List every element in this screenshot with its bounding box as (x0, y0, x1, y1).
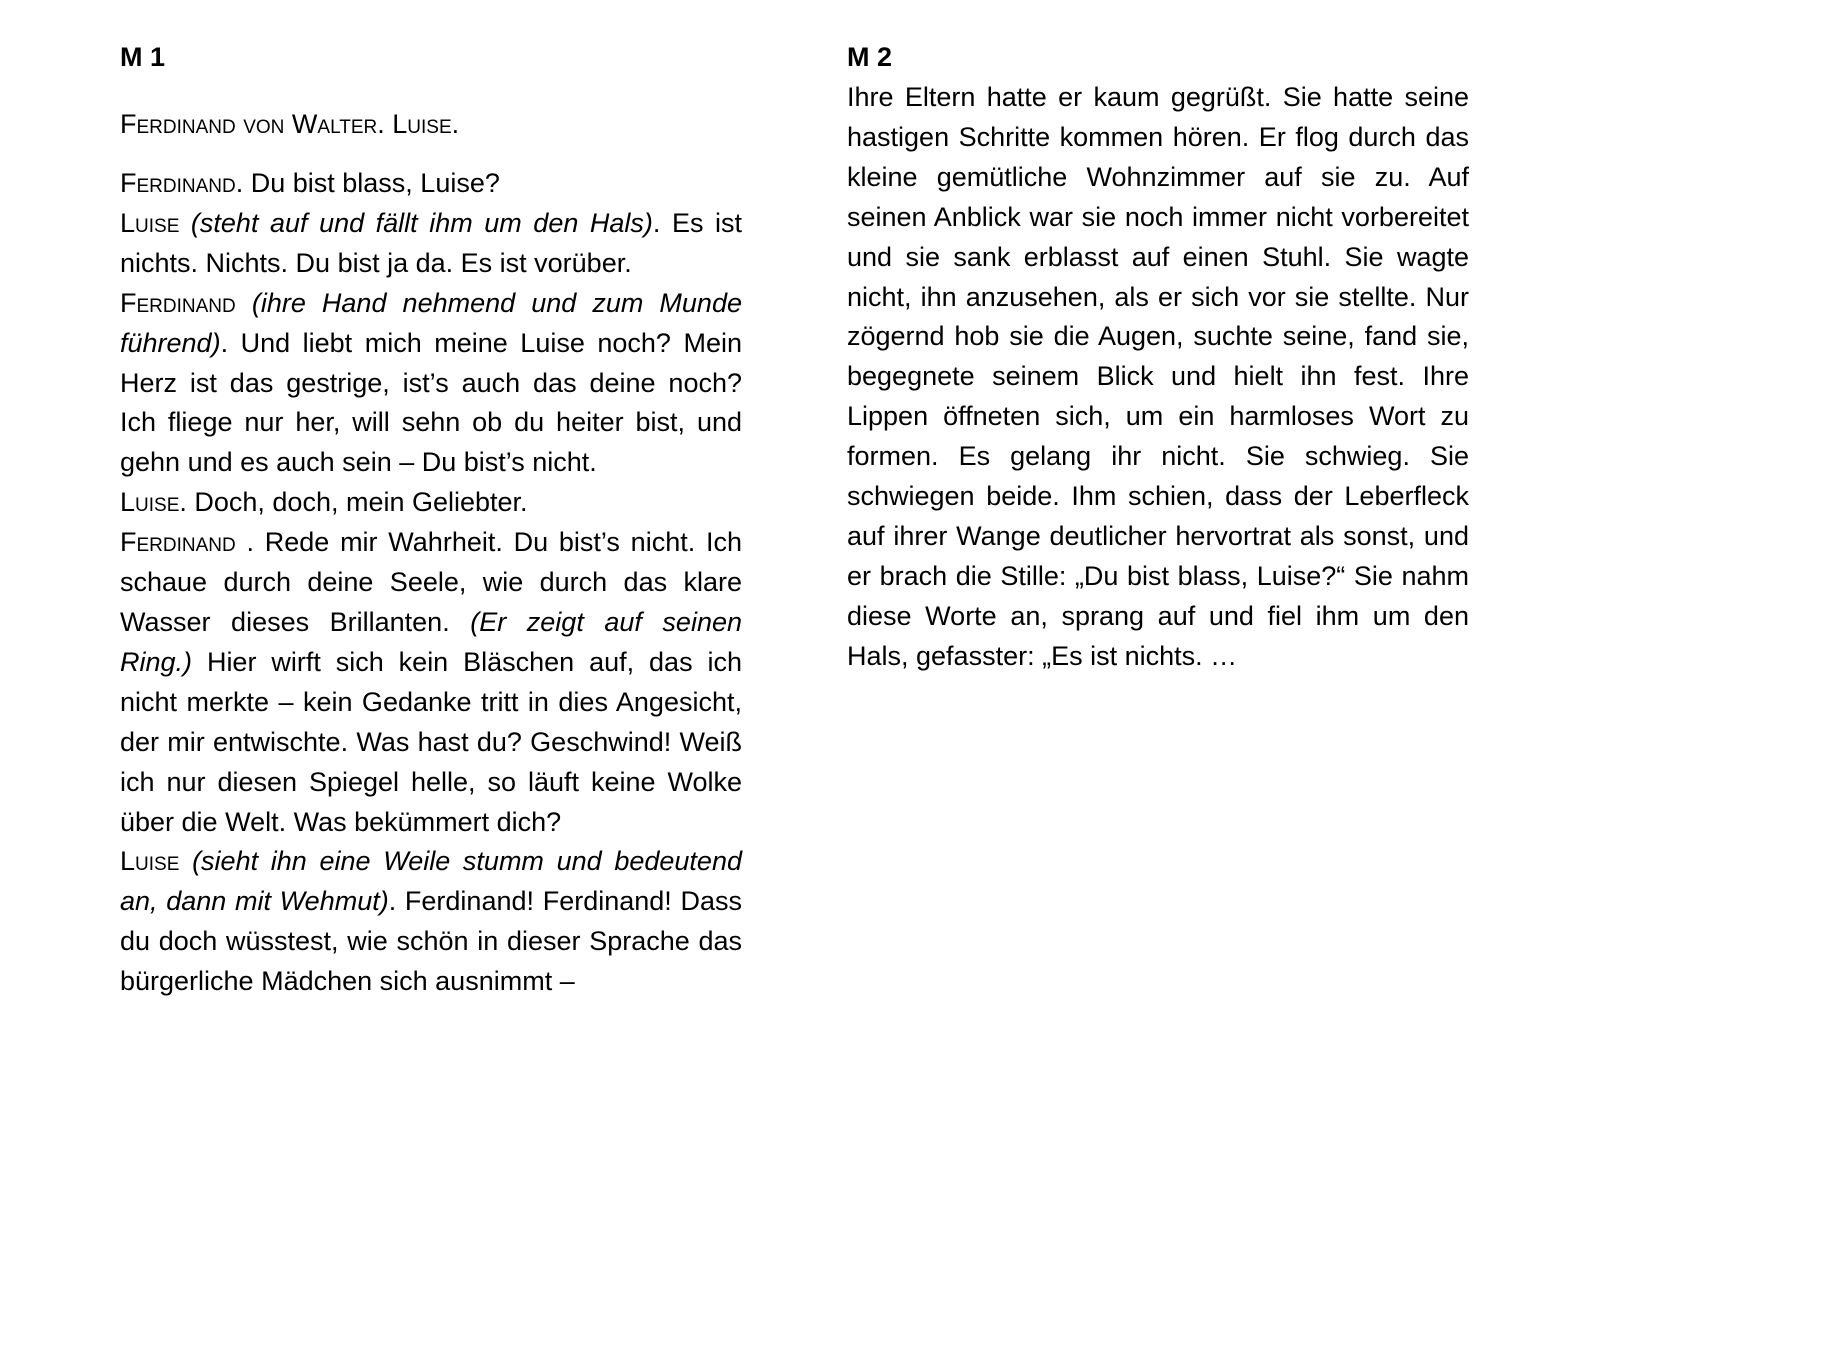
speech-text: . Und liebt mich meine Luise noch? Mein Herz ist das gestrige, ist’s auch das deine noch? Ich fliege nur her, will sehn ob du heiter bist, und gehn und es auch sein – Du bist’s nicht. (120, 327, 742, 478)
m2-heading: M 2 (847, 42, 893, 72)
speaker-name: Luise (120, 487, 180, 518)
speech-text: . Es ist nichts. Nichts. Du bist ja da. Es ist vorüber. (120, 207, 742, 278)
speech-line (120, 164, 742, 204)
cast-name-2-initial: W (291, 109, 318, 139)
stage-direction: (ihre Hand nehmend und zum Munde führend) (120, 287, 742, 358)
stage-direction: (Er zeigt auf seinen Ring.) (120, 606, 742, 677)
m2-prose-paragraph: Ihre Eltern hatte er kaum gegrüßt. Sie hatte seine hastigen Schritte kommen hören. Er flog durch das kleine gemütliche Wohnzimmer auf sie zu. Auf seinen Anblick war sie noch immer nicht vorbereitet und sie sank erblasst auf einen Stuhl. Sie wagte nicht, ihn anzusehen, als er sich vor sie stellte. Nur zögernd hob sie die Augen, suchte seine, fand sie, begegnete seinem Blick und hielt ihn fest. Ihre Lippen öffneten sich, um ein harmloses Wort zu formen. Es gelang ihr nicht. Sie schwieg. Sie schwiegen beide. Ihm schien, dass der Leberfleck auf ihrer Wange deutlicher hervortrat als sonst, und er brach die Stille: „Du bist blass, Luise?“ Sie nahm diese Worte an, sprang auf und fiel ihm um den Hals, gefasster: „Es ist nichts. … (847, 82, 1469, 671)
speech-text: . Rede mir Wahrheit. Du bist’s nicht. Ich schaue durch deine Seele, wie durch das klare Wasser dieses Brillanten. (120, 527, 742, 637)
speech-text: . Du bist blass, Luise? (235, 168, 500, 198)
speaker-name: Luise (120, 207, 180, 238)
speaker-name: Luise (120, 846, 180, 877)
cast-name-2-rest: alter. (317, 109, 393, 139)
speech-line (120, 284, 742, 484)
speaker-name: Ferdinand (120, 168, 236, 198)
speech-text-continued: Hier wirft sich kein Bläschen auf, das ich nicht merkte – kein Gedanke tritt in dies Angesicht, der mir entwischte. Was hast du? Geschwind! Weiß ich nur diesen Spiegel helle, so läuft keine Wolke über die Welt. Was bekümmert dich? (120, 646, 742, 837)
m1-dialogue (120, 164, 742, 1002)
m1-cast-list (120, 104, 742, 144)
speech-line (120, 842, 742, 1002)
speech-line (120, 483, 742, 523)
cast-name-3-initial: L (392, 109, 408, 139)
speech-line (120, 204, 742, 284)
material-m1 (120, 40, 742, 1002)
stage-direction: (sieht ihn eine Weile stumm und bedeutend an, dann mit Wehmut) (120, 846, 742, 917)
material-m2 (847, 40, 1469, 677)
speech-text: . Doch, doch, mein Geliebter. (179, 487, 528, 518)
speech-line (120, 523, 742, 842)
cast-name-1-initial: F (120, 109, 137, 139)
speaker-name: Ferdinand (120, 527, 236, 558)
cast-name-3-rest: uise. (407, 109, 460, 139)
speech-text: . Ferdinand! Ferdinand! Dass du doch wüsstest, wie schön in dieser Sprache das bürgerliche Mädchen sich ausnimmt – (120, 886, 742, 997)
speaker-name: Ferdinand (120, 287, 236, 318)
cast-name-1-rest: erdinand von (136, 109, 292, 139)
stage-direction: (steht auf und fällt ihm um den Hals) (190, 207, 653, 238)
m1-heading: M 1 (120, 42, 166, 72)
